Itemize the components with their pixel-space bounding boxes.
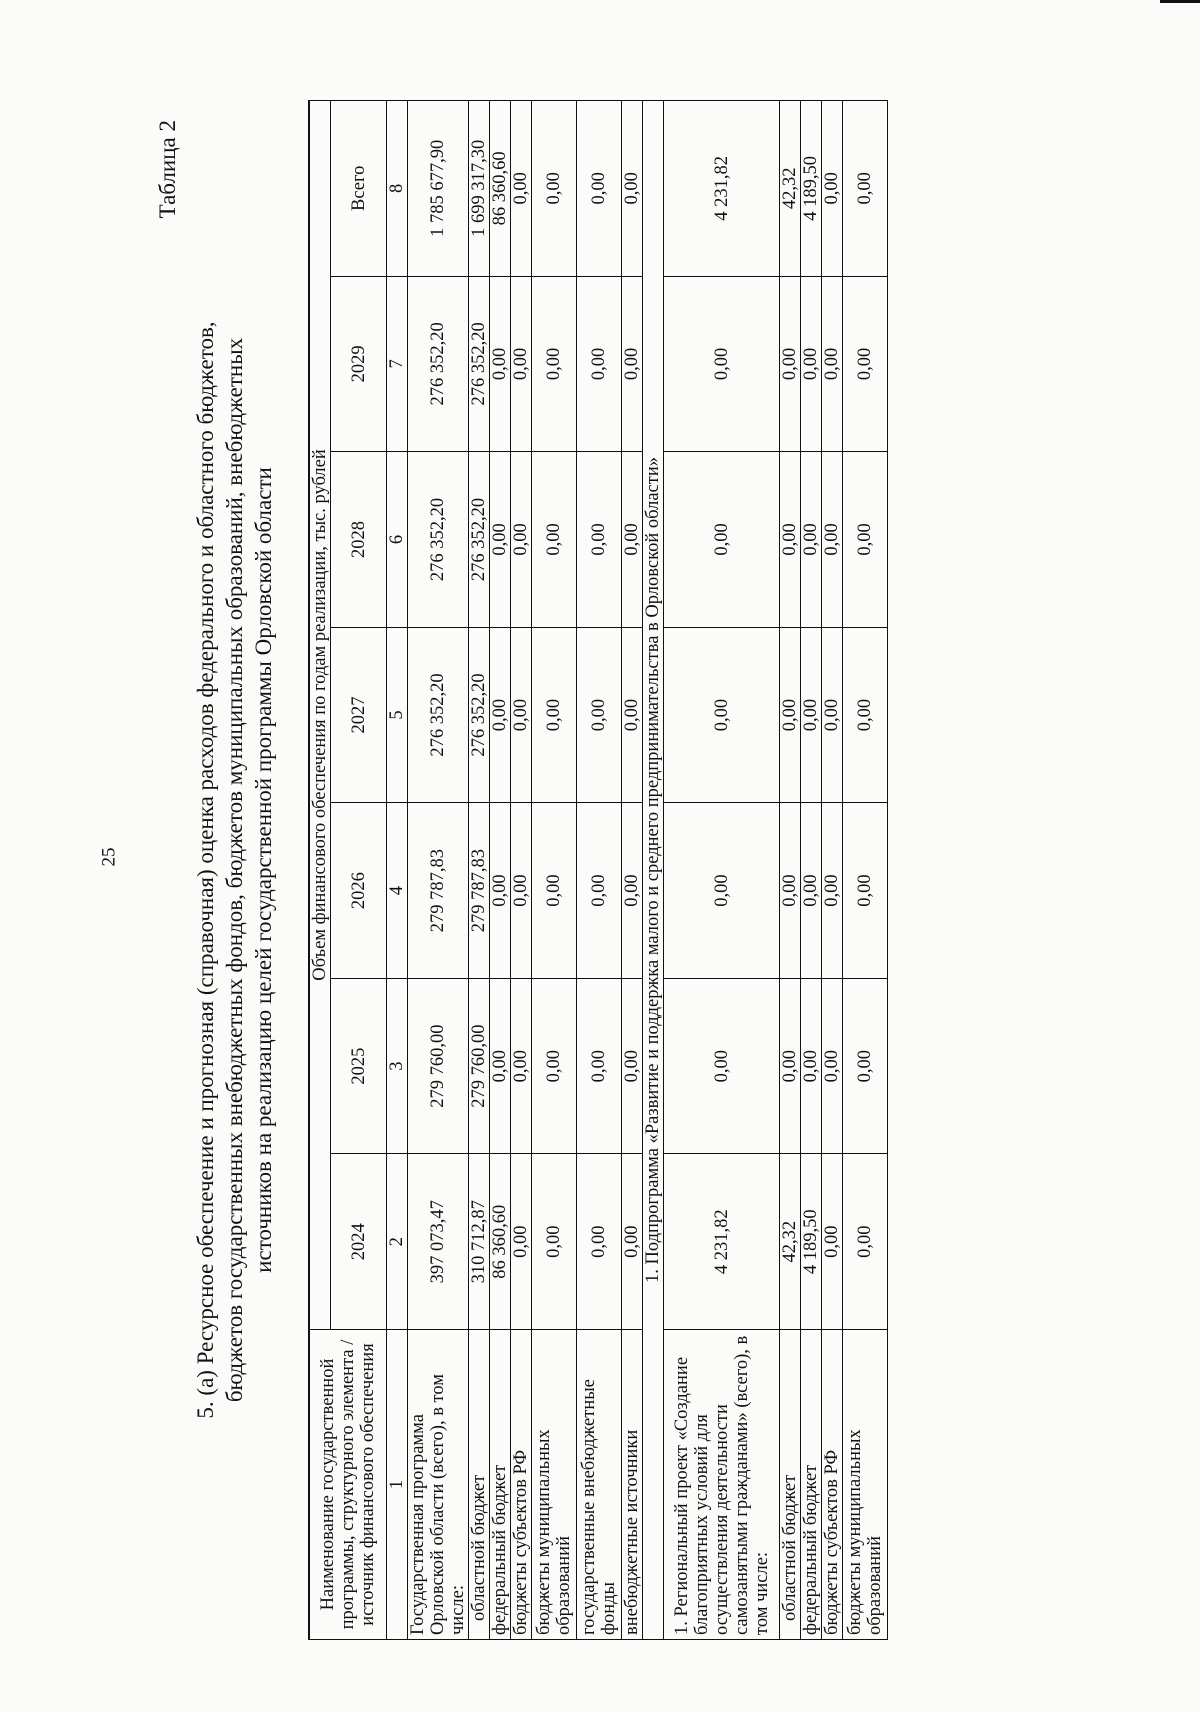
title-line: 5. (а) Ресурсное обеспечение и прогнозная (справочная) оценка расходов федерального и областного бюджетов,	[193, 321, 218, 1419]
document-title	[191, 120, 278, 1620]
column-number: 1	[387, 1330, 408, 1640]
value-cell: 0,00	[780, 276, 801, 452]
value-cell: 0,00	[490, 978, 511, 1154]
value-cell: 4 231,82	[664, 101, 780, 277]
value-cell: 0,00	[511, 627, 532, 803]
column-number: 8	[387, 101, 408, 277]
value-cell: 4 189,50	[801, 1154, 822, 1330]
header-year: Всего	[331, 101, 387, 277]
value-cell: 0,00	[490, 803, 511, 979]
table-row	[843, 101, 888, 1640]
value-cell: 0,00	[801, 978, 822, 1154]
value-cell: 0,00	[664, 627, 780, 803]
table-row	[801, 101, 822, 1640]
value-cell: 0,00	[490, 627, 511, 803]
column-number: 2	[387, 1154, 408, 1330]
value-cell: 0,00	[622, 803, 643, 979]
value-cell: 0,00	[664, 978, 780, 1154]
header-year: 2025	[331, 978, 387, 1154]
value-cell: 0,00	[801, 803, 822, 979]
value-cell: 0,00	[822, 978, 843, 1154]
value-cell: 0,00	[822, 452, 843, 628]
value-cell: 279 760,00	[469, 978, 490, 1154]
value-cell: 0,00	[532, 627, 577, 803]
value-cell: 0,00	[843, 452, 888, 628]
value-cell: 86 360,60	[490, 101, 511, 277]
value-cell: 0,00	[490, 276, 511, 452]
column-number: 7	[387, 276, 408, 452]
program-rows	[408, 101, 643, 1640]
title-line: бюджетов государственных внебюджетных фондов, бюджетов муниципальных образований, внебюджетных	[222, 337, 247, 1403]
table-row	[622, 101, 643, 1640]
value-cell: 0,00	[577, 627, 622, 803]
value-cell: 0,00	[664, 452, 780, 628]
row-label: государственные внебюджетные фонды	[577, 1330, 622, 1640]
header-group: Объем финансового обеспечения по годам реализации, тыс. рублей	[309, 101, 331, 1330]
value-cell: 276 352,20	[469, 627, 490, 803]
column-number: 3	[387, 978, 408, 1154]
section-row	[643, 101, 664, 1640]
header-year: 2029	[331, 276, 387, 452]
value-cell: 0,00	[843, 803, 888, 979]
value-cell: 0,00	[843, 978, 888, 1154]
value-cell: 4 189,50	[801, 101, 822, 277]
header-year: 2028	[331, 452, 387, 628]
value-cell: 310 712,87	[469, 1154, 490, 1330]
row-label: бюджеты субъектов РФ	[822, 1330, 843, 1640]
row-label: федеральный бюджет	[490, 1330, 511, 1640]
value-cell: 0,00	[780, 978, 801, 1154]
value-cell: 4 231,82	[664, 1154, 780, 1330]
value-cell: 0,00	[532, 1154, 577, 1330]
value-cell: 0,00	[780, 803, 801, 979]
value-cell: 279 760,00	[408, 978, 469, 1154]
value-cell: 0,00	[843, 101, 888, 277]
header-name-column: Наименование государственной программы, структурного элемента / источник финансового обеспечения	[309, 1330, 387, 1640]
value-cell: 0,00	[532, 101, 577, 277]
title-line: источников на реализацию целей государственной программы Орловской области	[251, 467, 276, 1273]
value-cell: 0,00	[511, 978, 532, 1154]
column-number: 4	[387, 803, 408, 979]
value-cell: 279 787,83	[469, 803, 490, 979]
table-row	[511, 101, 532, 1640]
value-cell: 276 352,20	[408, 452, 469, 628]
table-row	[408, 101, 469, 1640]
value-cell: 0,00	[622, 978, 643, 1154]
value-cell: 0,00	[577, 452, 622, 628]
value-cell: 0,00	[843, 1154, 888, 1330]
value-cell: 0,00	[822, 627, 843, 803]
value-cell: 0,00	[622, 1154, 643, 1330]
value-cell: 0,00	[490, 452, 511, 628]
value-cell: 1 699 317,30	[469, 101, 490, 277]
value-cell: 1 785 677,90	[408, 101, 469, 277]
value-cell: 0,00	[664, 803, 780, 979]
header-row-group	[309, 101, 331, 1640]
row-label: федеральный бюджет	[801, 1330, 822, 1640]
value-cell: 0,00	[780, 452, 801, 628]
value-cell: 0,00	[780, 627, 801, 803]
value-cell: 0,00	[577, 978, 622, 1154]
value-cell: 0,00	[843, 276, 888, 452]
value-cell: 0,00	[511, 1154, 532, 1330]
value-cell: 0,00	[801, 276, 822, 452]
row-label: областной бюджет	[469, 1330, 490, 1640]
row-label: внебюджетные источники	[622, 1330, 643, 1640]
value-cell: 86 360,60	[490, 1154, 511, 1330]
section-rows	[664, 101, 888, 1640]
value-cell: 276 352,20	[408, 276, 469, 452]
value-cell: 0,00	[622, 101, 643, 277]
value-cell: 0,00	[532, 978, 577, 1154]
header-year: 2026	[331, 803, 387, 979]
header-row-numbers	[387, 101, 408, 1640]
value-cell: 0,00	[822, 276, 843, 452]
row-label: 1. Региональный проект «Создание благоприятных условий для осуществления деятельности самозанятыми гражданами» (всего), в том числе:	[664, 1330, 780, 1640]
value-cell: 0,00	[577, 101, 622, 277]
row-label: областной бюджет	[780, 1330, 801, 1640]
value-cell: 0,00	[801, 627, 822, 803]
table-row	[822, 101, 843, 1640]
value-cell: 0,00	[577, 1154, 622, 1330]
section-title: 1. Подпрограмма «Развитие и поддержка малого и среднего предпринимательства в Орловской области»	[643, 101, 664, 1640]
value-cell: 0,00	[843, 627, 888, 803]
value-cell: 276 352,20	[408, 627, 469, 803]
value-cell: 279 787,83	[408, 803, 469, 979]
value-cell: 0,00	[511, 452, 532, 628]
value-cell: 397 073,47	[408, 1154, 469, 1330]
value-cell: 0,00	[511, 803, 532, 979]
row-label: бюджеты муниципальных образований	[843, 1330, 888, 1640]
corner-mark	[1160, 0, 1200, 3]
row-label: Государственная программа Орловской области (всего), в том числе:	[408, 1330, 469, 1640]
header-year: 2024	[331, 1154, 387, 1330]
table-row	[664, 101, 780, 1640]
table-row	[532, 101, 577, 1640]
value-cell: 0,00	[577, 276, 622, 452]
header-year: 2027	[331, 627, 387, 803]
value-cell: 0,00	[577, 803, 622, 979]
value-cell: 42,32	[780, 101, 801, 277]
table-row	[780, 101, 801, 1640]
value-cell: 0,00	[511, 276, 532, 452]
value-cell: 276 352,20	[469, 276, 490, 452]
value-cell: 0,00	[532, 452, 577, 628]
value-cell: 0,00	[622, 276, 643, 452]
table-row	[490, 101, 511, 1640]
value-cell: 0,00	[532, 803, 577, 979]
value-cell: 0,00	[822, 803, 843, 979]
table-row	[577, 101, 622, 1640]
value-cell: 0,00	[664, 276, 780, 452]
table-row	[469, 101, 490, 1640]
table-label: Таблица 2	[155, 120, 180, 219]
column-number: 6	[387, 452, 408, 628]
column-number: 5	[387, 627, 408, 803]
value-cell: 0,00	[511, 101, 532, 277]
row-label: бюджеты муниципальных образований	[532, 1330, 577, 1640]
rotated-page-content	[141, 80, 1061, 1660]
value-cell: 0,00	[822, 1154, 843, 1330]
value-cell: 0,00	[532, 276, 577, 452]
value-cell: 0,00	[822, 101, 843, 277]
page-number: 25	[98, 847, 120, 867]
section-header	[643, 101, 664, 1640]
value-cell: 276 352,20	[469, 452, 490, 628]
value-cell: 0,00	[622, 627, 643, 803]
value-cell: 42,32	[780, 1154, 801, 1330]
value-cell: 0,00	[801, 452, 822, 628]
budget-table	[308, 100, 888, 1640]
value-cell: 0,00	[622, 452, 643, 628]
row-label: бюджеты субъектов РФ	[511, 1330, 532, 1640]
